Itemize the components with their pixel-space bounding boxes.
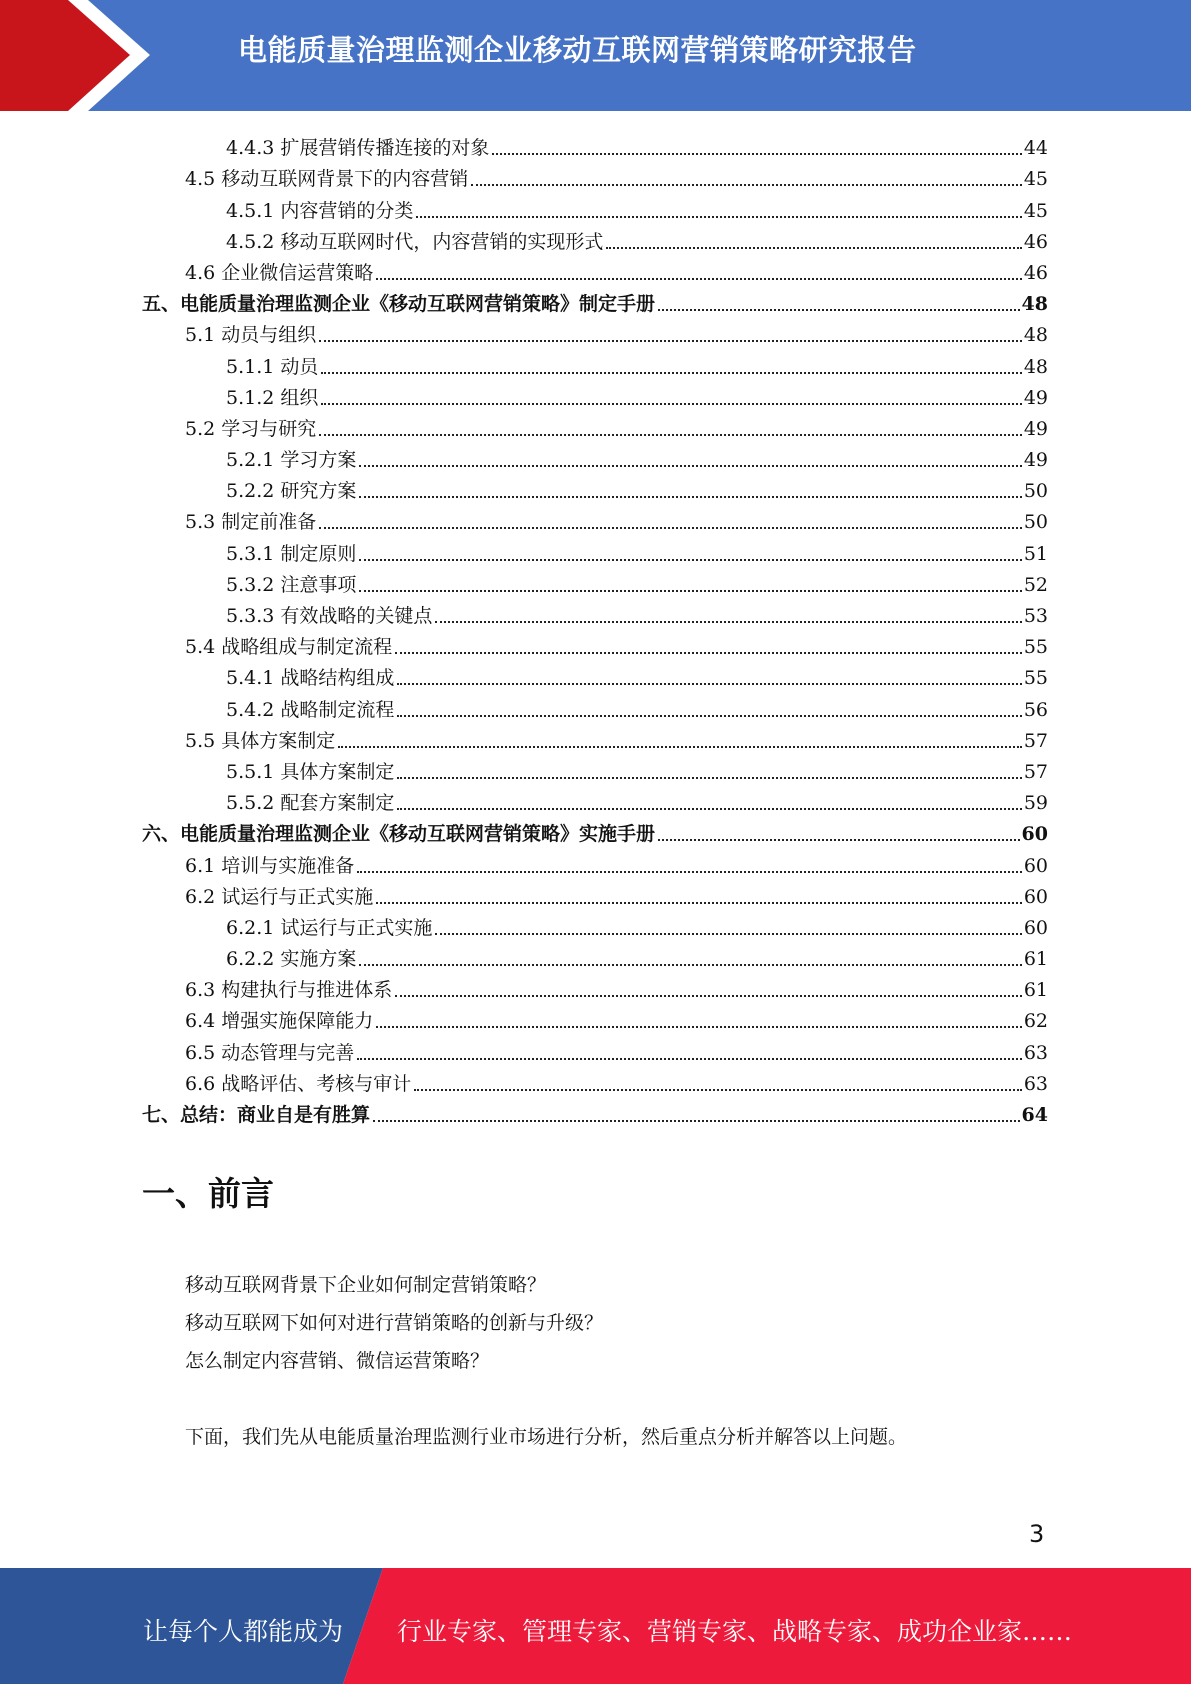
toc-entry-label: 5.5.2 配套方案制定 bbox=[226, 792, 395, 815]
report-title: 电能质量治理监测企业移动互联网营销策略研究报告 bbox=[238, 33, 917, 67]
toc-entry-page: 61 bbox=[1023, 948, 1048, 971]
toc-entry[interactable] bbox=[142, 379, 1048, 410]
toc-entry-label: 六、电能质量治理监测企业《移动互联网营销策略》实施手册 bbox=[142, 823, 656, 846]
toc-dot-leader bbox=[359, 465, 1021, 467]
toc-entry-page: 60 bbox=[1023, 854, 1048, 877]
toc-entry[interactable] bbox=[142, 566, 1048, 597]
toc-entry-label: 5.2 学习与研究 bbox=[185, 417, 317, 440]
toc-dot-leader bbox=[319, 340, 1022, 342]
toc-entry-page: 62 bbox=[1023, 1010, 1048, 1033]
toc-entry-label: 6.1 培训与实施准备 bbox=[185, 854, 355, 877]
toc-dot-leader bbox=[397, 777, 1021, 779]
toc-entry[interactable] bbox=[142, 347, 1048, 378]
toc-entry-page: 55 bbox=[1023, 636, 1048, 659]
toc-entry[interactable] bbox=[142, 722, 1048, 753]
toc-entry-page: 63 bbox=[1023, 1041, 1048, 1064]
toc-dot-leader bbox=[357, 1058, 1022, 1060]
toc-entry[interactable] bbox=[142, 846, 1048, 877]
toc-entry-page: 52 bbox=[1023, 573, 1048, 596]
section-heading: 一、前言 bbox=[142, 1174, 274, 1213]
toc-entry-label: 五、电能质量治理监测企业《移动互联网营销策略》制定手册 bbox=[142, 293, 656, 316]
toc-dot-leader bbox=[376, 902, 1022, 904]
toc-entry[interactable] bbox=[142, 534, 1048, 565]
toc-entry-page: 55 bbox=[1023, 667, 1048, 690]
toc-entry-label: 5.3 制定前准备 bbox=[185, 511, 317, 534]
toc-dot-leader bbox=[373, 1120, 1020, 1122]
toc-entry[interactable] bbox=[142, 1096, 1048, 1127]
footer-slogan-right: 行业专家、管理专家、营销专家、战略专家、成功企业家…… bbox=[397, 1617, 1073, 1646]
page-header bbox=[0, 0, 1191, 111]
toc-entry[interactable] bbox=[142, 191, 1048, 222]
toc-entry-label: 6.4 增强实施保障能力 bbox=[185, 1010, 374, 1033]
toc-entry[interactable] bbox=[142, 878, 1048, 909]
toc-dot-leader bbox=[359, 559, 1021, 561]
toc-entry-label: 七、总结：商业自是有胜算 bbox=[142, 1104, 371, 1126]
toc-entry[interactable] bbox=[142, 129, 1048, 160]
question-1: 移动互联网背景下企业如何制定营销策略？ bbox=[185, 1274, 547, 1296]
toc-dot-leader bbox=[416, 216, 1021, 218]
toc-dot-leader bbox=[435, 621, 1021, 623]
toc-dot-leader bbox=[319, 434, 1022, 436]
toc-entry-page: 45 bbox=[1023, 168, 1048, 191]
toc-entry-label: 6.5 动态管理与完善 bbox=[185, 1041, 355, 1064]
toc-entry[interactable] bbox=[142, 1065, 1048, 1096]
toc-entry[interactable] bbox=[142, 690, 1048, 721]
toc-entry-label: 5.3.1 制定原则 bbox=[226, 542, 357, 565]
summary-paragraph: 下面，我们先从电能质量治理监测行业市场进行分析，然后重点分析并解答以上问题。 bbox=[185, 1426, 908, 1448]
toc-dot-leader bbox=[606, 247, 1021, 249]
toc-dot-leader bbox=[658, 839, 1020, 841]
toc-dot-leader bbox=[492, 153, 1021, 155]
toc-entry-label: 6.2.2 实施方案 bbox=[226, 948, 357, 971]
toc-entry[interactable] bbox=[142, 316, 1048, 347]
toc-entry[interactable] bbox=[142, 628, 1048, 659]
toc-entry[interactable] bbox=[142, 223, 1048, 254]
toc-entry-page: 49 bbox=[1023, 417, 1048, 440]
toc-entry-page: 56 bbox=[1023, 698, 1048, 721]
toc-entry[interactable] bbox=[142, 597, 1048, 628]
toc-entry-page: 49 bbox=[1023, 449, 1048, 472]
toc-entry-label: 4.6 企业微信运营策略 bbox=[185, 261, 374, 284]
toc-entry-page: 51 bbox=[1023, 542, 1048, 565]
toc-entry-label: 5.4.2 战略制定流程 bbox=[226, 698, 395, 721]
toc-entry-page: 45 bbox=[1023, 199, 1048, 222]
toc-entry-label: 5.1.1 动员 bbox=[226, 355, 319, 378]
toc-dot-leader bbox=[435, 933, 1021, 935]
toc-dot-leader bbox=[321, 372, 1021, 374]
toc-entry-label: 5.5.1 具体方案制定 bbox=[226, 760, 395, 783]
toc-dot-leader bbox=[359, 964, 1021, 966]
toc-dot-leader bbox=[395, 652, 1022, 654]
toc-dot-leader bbox=[321, 403, 1021, 405]
toc-entry-page: 50 bbox=[1023, 480, 1048, 503]
toc-entry[interactable] bbox=[142, 971, 1048, 1002]
toc-entry[interactable] bbox=[142, 940, 1048, 971]
page-number: 3 bbox=[1029, 1520, 1045, 1548]
toc-entry-label: 6.3 构建执行与推进体系 bbox=[185, 979, 393, 1002]
toc-entry-page: 57 bbox=[1023, 760, 1048, 783]
toc-dot-leader bbox=[658, 309, 1020, 311]
toc-entry-page: 57 bbox=[1023, 729, 1048, 752]
toc-entry[interactable] bbox=[142, 784, 1048, 815]
toc-entry-page: 48 bbox=[1023, 355, 1048, 378]
toc-entry-page: 59 bbox=[1023, 792, 1048, 815]
toc-entry[interactable] bbox=[142, 472, 1048, 503]
toc-dot-leader bbox=[359, 590, 1021, 592]
toc-entry-page: 44 bbox=[1023, 137, 1048, 160]
toc-entry-page: 64 bbox=[1021, 1104, 1048, 1126]
toc-entry-page: 60 bbox=[1021, 823, 1048, 846]
toc-entry-page: 53 bbox=[1023, 605, 1048, 627]
toc-entry[interactable] bbox=[142, 254, 1048, 285]
toc-entry-label: 6.2.1 试运行与正式实施 bbox=[226, 916, 433, 939]
toc-entry-label: 5.2.1 学习方案 bbox=[226, 449, 357, 472]
toc-entry-label: 5.2.2 研究方案 bbox=[226, 480, 357, 503]
toc-entry-label: 5.3.3 有效战略的关键点 bbox=[226, 605, 433, 627]
toc-entry[interactable] bbox=[142, 753, 1048, 784]
toc-entry-label: 4.5.1 内容营销的分类 bbox=[226, 199, 414, 222]
header-red-chevron bbox=[0, 0, 150, 111]
toc-entry-label: 6.2 试运行与正式实施 bbox=[185, 885, 374, 908]
toc-entry[interactable] bbox=[142, 410, 1048, 441]
toc-entry[interactable] bbox=[142, 441, 1048, 472]
toc-dot-leader bbox=[395, 995, 1022, 997]
toc-entry-page: 46 bbox=[1023, 230, 1048, 253]
toc-entry-label: 6.6 战略评估、考核与审计 bbox=[185, 1072, 412, 1095]
toc-dot-leader bbox=[319, 527, 1022, 529]
toc-entry-label: 5.5 具体方案制定 bbox=[185, 729, 336, 752]
toc-entry[interactable] bbox=[142, 285, 1048, 316]
toc-entry-page: 61 bbox=[1023, 979, 1048, 1002]
toc-entry-page: 60 bbox=[1023, 885, 1048, 908]
toc-dot-leader bbox=[338, 746, 1022, 748]
toc-dot-leader bbox=[359, 496, 1021, 498]
toc-entry-label: 5.1.2 组织 bbox=[226, 386, 319, 409]
toc-entry[interactable] bbox=[142, 909, 1048, 940]
toc-entry[interactable] bbox=[142, 1033, 1048, 1064]
toc-entry-label: 5.4.1 战略结构组成 bbox=[226, 667, 395, 690]
toc-entry-label: 4.4.3 扩展营销传播连接的对象 bbox=[226, 137, 490, 160]
toc-entry-page: 50 bbox=[1023, 511, 1048, 534]
toc-entry-label: 4.5.2 移动互联网时代，内容营销的实现形式 bbox=[226, 230, 604, 253]
question-2: 移动互联网下如何对进行营销策略的创新与升级？ bbox=[185, 1312, 604, 1334]
toc-dot-leader bbox=[471, 184, 1022, 186]
toc-entry[interactable] bbox=[142, 1002, 1048, 1033]
toc-dot-leader bbox=[397, 683, 1021, 685]
toc-entry[interactable] bbox=[142, 503, 1048, 534]
toc-entry-page: 46 bbox=[1023, 261, 1048, 284]
toc-entry-page: 48 bbox=[1021, 293, 1048, 316]
toc-entry-page: 49 bbox=[1023, 386, 1048, 409]
toc-entry-label: 5.4 战略组成与制定流程 bbox=[185, 636, 393, 659]
toc-entry-label: 5.3.2 注意事项 bbox=[226, 573, 357, 596]
toc-entry-page: 63 bbox=[1023, 1072, 1048, 1095]
toc-entry-page: 48 bbox=[1023, 324, 1048, 347]
toc-entry[interactable] bbox=[142, 659, 1048, 690]
toc-dot-leader bbox=[414, 1089, 1022, 1091]
table-of-contents bbox=[142, 129, 1048, 1127]
toc-entry[interactable] bbox=[142, 160, 1048, 191]
page-footer bbox=[0, 1568, 1191, 1684]
toc-dot-leader bbox=[357, 871, 1022, 873]
toc-entry-label: 4.5 移动互联网背景下的内容营销 bbox=[185, 168, 469, 191]
toc-dot-leader bbox=[397, 808, 1021, 810]
toc-dot-leader bbox=[397, 715, 1021, 717]
toc-entry-label: 5.1 动员与组织 bbox=[185, 324, 317, 347]
toc-entry-page: 60 bbox=[1023, 916, 1048, 939]
toc-dot-leader bbox=[376, 1026, 1022, 1028]
toc-dot-leader bbox=[376, 278, 1022, 280]
question-3: 怎么制定内容营销、微信运营策略？ bbox=[185, 1350, 490, 1372]
footer-slogan-left: 让每个人都能成为 bbox=[143, 1617, 344, 1646]
toc-entry[interactable] bbox=[142, 815, 1048, 846]
